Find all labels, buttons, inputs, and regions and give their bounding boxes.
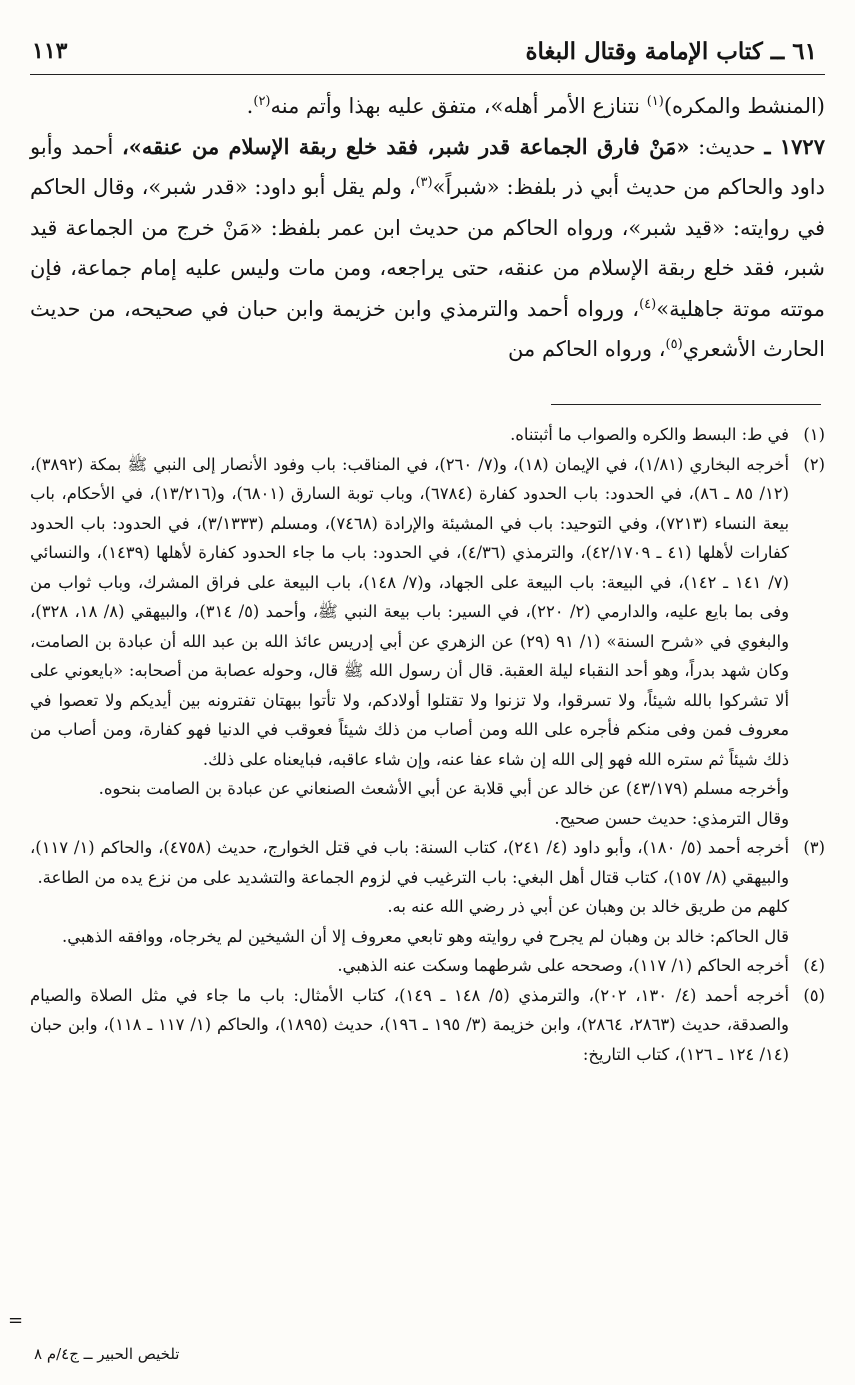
footnote-text: وأخرجه مسلم (٤٣/١٧٩) عن خالد عن أبي قلابة عن أبي الأشعث الصنعاني عن عبادة بن الصامت بنحوه.: [98, 779, 789, 798]
footnote-text: أخرجه الحاكم (١/ ١١٧)، وصححه على شرطهما وسكت عنه الذهبي.: [337, 956, 789, 975]
footnote-text: أخرجه أحمد (٤/ ١٣٠، ٢٠٢)، والترمذي (٥/ ١٤٨ ـ ١٤٩)، كتاب الأمثال: باب ما جاء في مثل الصلاة والصيام والصدقة، حديث (٢٨٦٣، ٢٨٦٤)، وابن خزيمة (٣/ ١٩٥ ـ ١٩٦)، حديث (١٨٩٥)، والحاكم (١/ ١١٧ ـ ١١٨)، وابن حبان (١٤/ ١٢٤ ـ ١٢٦)، كتاب التاريخ:: [30, 985, 790, 1064]
footnote-text: أخرجه البخاري (١/٨١)، في الإيمان (١٨)، و(٧/ ٢٦٠)، في المناقب: باب وفود الأنصار إلى النبي ﷺ بمكة (٣٨٩٢)، (١٢/ ٨٥ ـ ٨٦)، في الحدود: باب الحدود كفارة (٦٧٨٤)، وباب توبة السارق (٦٨٠١)، و(١٣/٢١٦)، في الأحكام، باب بيعة النساء (٧٢١٣)، وفي التوحيد: باب في المشيئة والإرادة (٧٤٦٨)، ومسلم (٣/١٣٣٣)، في الحدود: باب الحدود كفارات لأهلها (٤١ ـ ٤٢/١٧٠٩)، والترمذي (٤/٣٦)، في الحدود: باب ما جاء الحدود كفارة لأهلها (١٤٣٩)، والنسائي (٧/ ١٤١ ـ ١٤٢)، في البيعة: باب البيعة على الجهاد، و(٧/ ١٤٨)، باب البيعة على فراق المشرك، وباب ثواب من وفى بما بايع عليه، والدارمي (٢/ ٢٢٠)، في السير: باب بيعة النبي ﷺ، وأحمد (٥/ ٣١٤)، والبيهقي (٨/ ١٨، ٣٢٨)، والبغوي في «شرح السنة» (١/ ٩١ (٢٩) عن الزهري عن أبي إدريس عائذ الله بن عبد الله أن عبادة بن الصامت، وكان شهد بدراً، وهو أحد النقباء ليلة العقبة. قال أن رسول الله ﷺ قال، وحوله عصابة من أصحابه: «بايعوني على ألا تشركوا بالله شيئاً، ولا تسرقوا، ولا تزنوا ولا تقتلوا أولادكم، ولا تأتوا ببهتان تفترونه بين أيديكم ولا تعصوا في معروف فمن وفى منكم فأجره على الله ومن أصاب من ذلك شيئاً فعوقب في الدنيا فهو كفارة، ومن أصاب من ذلك شيئاً ثم ستره الله فهو إلى الله إن شاء عفا عنه، وإن شاء عاقبه، فبايعناه على ذلك.: [30, 454, 790, 769]
main-text-span: .: [246, 94, 254, 118]
footnote-5: [30, 981, 825, 1070]
header-rule: [30, 74, 825, 75]
footnote-ref[interactable]: (٤): [639, 296, 657, 312]
hadith-text: «مَنْ فارق الجماعة قدر شبر، فقد خلع ربقة الإسلام من عنقه»،: [122, 133, 690, 159]
main-text-span: ، ورواه الحاكم من: [508, 337, 666, 361]
running-header: [30, 30, 825, 72]
footnote-text: قال الحاكم: خالد بن وهبان لم يجرح في روايته وهو تابعي معروف إلا أن الشيخين لم يخرجاه، ووافقه الذهبي.: [62, 926, 789, 946]
page-number: ١١٣: [32, 38, 68, 64]
footnote-marker: (٥): [803, 985, 825, 1005]
hadith-label: حديث:: [689, 134, 765, 159]
footnote-2: [30, 450, 825, 834]
footnote-ref[interactable]: (١): [646, 94, 664, 109]
main-text-span: ، ولم يقل أبو داود: «قدر شبر»، وقال الحاكم في روايته: «قيد شبر»، ورواه الحاكم من حديث ابن عمر بلفظ: «مَنْ خرج من الجماعة قيد شبر، فقد خلع ربقة الإسلام من عنقه، حتى يراجعه، ومن مات وليس عليه إمام جماعة، فإن موتته موتة جاهلية»: [30, 175, 825, 321]
main-paragraph-2: [30, 127, 825, 370]
footnote-marker: (٣): [803, 838, 825, 857]
main-text-span: ، ورواه أحمد والترمذي وابن خزيمة وابن حبان في صحيحه، من حديث الحارث الأشعري: [30, 296, 825, 361]
main-text-span: (المنشط والمكره): [663, 94, 825, 118]
page-footer: تلخيص الحبير ــ ج٤/م ٨: [34, 1345, 180, 1363]
main-text-span: نتنازع الأمر أهله»، متفق عليه بهذا وأتم منه: [270, 94, 647, 118]
footnote-separator: [551, 404, 821, 405]
footnote-ref[interactable]: (٣): [415, 175, 433, 190]
footnote-marker: (١): [803, 425, 825, 444]
footnote-text: في ط: البسط والكره والصواب ما أثبتناه.: [510, 425, 789, 444]
chapter-title: ٦١ ــ كتاب الإمامة وقتال البغاة: [525, 38, 817, 65]
footnote-ref[interactable]: (٢): [253, 94, 271, 109]
hadith-number: ١٧٢٧ ـ: [764, 133, 825, 159]
footnote-ref[interactable]: (٥): [665, 337, 683, 352]
footnote-text: وقال الترمذي: حديث حسن صحيح.: [554, 808, 789, 828]
footnote-4: [30, 951, 825, 981]
footnote-text: أخرجه أحمد (٥/ ١٨٠)، وأبو داود (٤/ ٢٤١)، كتاب السنة: باب في قتل الخوارج، حديث (٤٧٥٨)، والحاكم (١/ ١١٧)، والبيهقي (٨/ ١٥٧)، كتاب قتال أهل البغي: باب الترغيب في لزوم الجماعة والتشديد على من نزع يده من الطاعة.: [30, 838, 790, 887]
main-text: [30, 86, 825, 370]
footnote-marker: (٢): [803, 454, 825, 474]
main-text-span: أحمد وأبو داود والحاكم من حديث أبي ذر بلفظ: «شبراً»: [30, 134, 825, 199]
footnotes: [30, 420, 825, 1069]
footnote-text: كلهم من طريق خالد بن وهبان عن أبي ذر رضي الله عنه به.: [387, 897, 789, 916]
footnote-1: [30, 420, 825, 450]
main-paragraph-1: [30, 86, 825, 127]
footnote-marker: (٤): [803, 956, 825, 975]
footnote-3: [30, 833, 825, 951]
continuation-mark: =: [8, 1310, 24, 1331]
